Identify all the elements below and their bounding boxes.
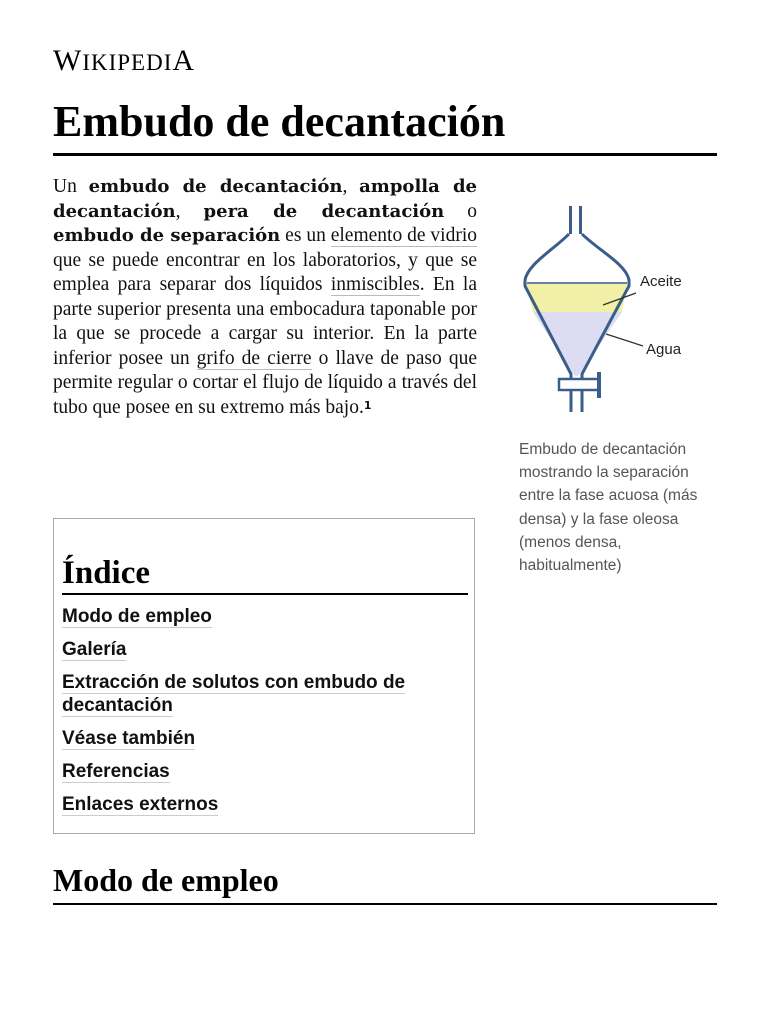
funnel-neck-right bbox=[579, 206, 582, 234]
toc-item-enlaces-externos[interactable]: Enlaces externos bbox=[62, 794, 219, 815]
logo-letters: IKIPEDI bbox=[82, 50, 173, 75]
stopcock-handle bbox=[597, 372, 601, 398]
stopcock-body bbox=[559, 379, 599, 390]
oil-layer bbox=[526, 283, 627, 312]
link-elemento-de-vidrio[interactable]: elemento de vidrio bbox=[330, 225, 477, 246]
agua-leader bbox=[606, 334, 643, 346]
toc-item-vease-tambien[interactable]: Véase también bbox=[62, 728, 196, 749]
link-inmiscibles[interactable]: inmiscibles bbox=[330, 274, 420, 295]
link-grifo-de-cierre[interactable]: grifo de cierre bbox=[196, 347, 312, 369]
title-divider bbox=[53, 153, 717, 156]
toc-item-modo-de-empleo[interactable]: Modo de empleo bbox=[62, 606, 212, 627]
bold-term-2: ampolla de decantación bbox=[53, 176, 478, 222]
separatory-funnel-diagram bbox=[508, 198, 718, 423]
toc-divider bbox=[62, 593, 468, 595]
bold-term-3: pera de decantación bbox=[203, 200, 445, 222]
bold-term-1: embudo de decantación bbox=[88, 176, 343, 197]
logo-letter-a: A bbox=[172, 44, 196, 77]
toc-list bbox=[62, 605, 468, 826]
funnel-neck-left bbox=[569, 206, 572, 234]
reference-link[interactable]: 1 bbox=[363, 398, 372, 412]
page-title: Embudo de decantación bbox=[53, 97, 506, 146]
logo-letter-w: W bbox=[53, 44, 83, 77]
section-heading-modo-de-empleo: Modo de empleo bbox=[53, 862, 279, 898]
funnel-figure[interactable] bbox=[508, 198, 718, 423]
toc-title: Índice bbox=[62, 555, 151, 591]
label-agua: Agua bbox=[646, 341, 682, 358]
wikipedia-logo[interactable] bbox=[53, 44, 195, 78]
figure-caption: Embudo de decantación mostrando la separación entre la fase acuosa (más densa) y la fase oleosa (menos densa, habitualmente) bbox=[519, 441, 698, 575]
intro-paragraph: Un embudo de decantación, ampolla de decantación, pera de decantación o embudo de separación es un elemento de vidrio que se puede encontrar en los laboratorios, y que se emplea para separar dos líquidos inmiscibles. En la parte superior presenta una embocadura taponable por la que se procede a cargar su interior. En la parte inferior posee un grifo de cierre o llave de paso que permite regular o cortar el flujo de líquido a través del tubo que posee en su extremo más bajo.$^1$ bbox=[53, 176, 478, 418]
toc-item-referencias[interactable]: Referencias bbox=[62, 761, 170, 782]
label-aceite: Aceite bbox=[640, 273, 682, 290]
table-of-contents bbox=[53, 518, 475, 834]
toc-item-galeria[interactable]: Galería bbox=[62, 639, 127, 660]
toc-item-extraccion[interactable]: Extracción de solutos con embudo de decantación bbox=[62, 672, 406, 716]
bold-term-4: embudo de separación bbox=[53, 225, 281, 246]
section-divider bbox=[53, 903, 717, 905]
